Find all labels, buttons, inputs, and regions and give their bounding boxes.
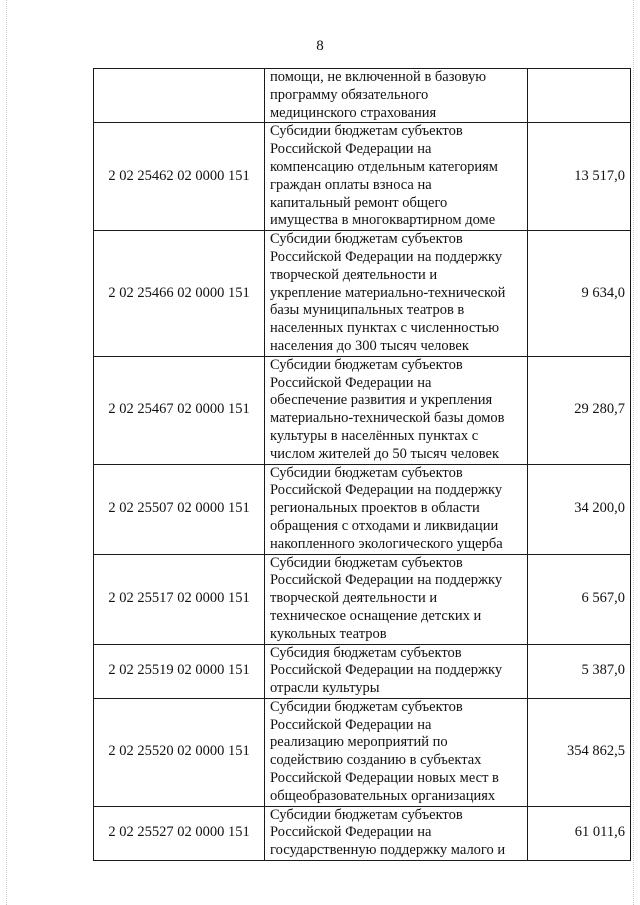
amount-cell: 6 567,0 xyxy=(528,554,631,644)
description-line: Субсидии бюджетам субъектов xyxy=(270,231,463,248)
description-line: обращения с отходами и ликвидации xyxy=(270,517,499,534)
description-line: кукольных театров xyxy=(270,625,387,642)
table-row xyxy=(94,69,631,123)
budget-table-body xyxy=(94,69,631,861)
table-row xyxy=(94,464,631,554)
description-line: Российской Федерации на xyxy=(270,824,432,841)
description-line: творческой деятельности и xyxy=(270,266,438,283)
table-row xyxy=(94,356,631,464)
description-line: региональных проектов в области xyxy=(270,500,480,517)
budget-code-cell: 2 02 25466 02 0000 151 xyxy=(94,231,265,357)
description-line: обеспечение развития и укрепления xyxy=(270,392,493,409)
description-line: числом жителей до 50 тысяч человек xyxy=(270,445,500,462)
description-cell xyxy=(265,644,528,698)
table-row xyxy=(94,231,631,357)
table-row xyxy=(94,554,631,644)
left-margin-line xyxy=(6,0,7,905)
description-line: творческой деятельности и xyxy=(270,590,438,607)
description-cell xyxy=(265,69,528,123)
amount-cell: 9 634,0 xyxy=(528,231,631,357)
description-line: Российской Федерации на поддержку xyxy=(270,662,503,679)
amount-cell: 34 200,0 xyxy=(528,464,631,554)
description-cell xyxy=(265,698,528,806)
description-cell xyxy=(265,123,528,231)
description-cell xyxy=(265,806,528,860)
description-line: накопленного экологического ущерба xyxy=(270,535,503,552)
description-line: Российской Федерации на xyxy=(270,141,432,158)
description-cell xyxy=(265,231,528,357)
description-line: государственную поддержку малого и xyxy=(270,842,506,859)
table-row xyxy=(94,123,631,231)
table-row xyxy=(94,806,631,860)
description-line: культуры в населённых пунктах с xyxy=(270,427,479,444)
table-row xyxy=(94,644,631,698)
budget-code-cell: 2 02 25520 02 0000 151 xyxy=(94,698,265,806)
table-row xyxy=(94,698,631,806)
description-cell xyxy=(265,554,528,644)
description-line: укрепление материально-технической xyxy=(270,284,506,301)
amount-cell xyxy=(528,69,631,123)
budget-code-cell: 2 02 25517 02 0000 151 xyxy=(94,554,265,644)
description-line: реализацию мероприятий по xyxy=(270,734,448,751)
description-line: Субсидии бюджетам субъектов xyxy=(270,356,463,373)
description-line: материально-технической базы домов xyxy=(270,410,505,427)
description-line: Российской Федерации на xyxy=(270,374,432,391)
description-line: населенных пунктах с численностью xyxy=(270,320,500,337)
amount-cell: 13 517,0 xyxy=(528,123,631,231)
description-line: программу обязательного xyxy=(270,86,429,103)
description-line: Субсидии бюджетам субъектов xyxy=(270,698,463,715)
amount-cell: 29 280,7 xyxy=(528,356,631,464)
page-number: 8 xyxy=(316,38,324,54)
description-line: содействию созданию в субъектах xyxy=(270,752,482,769)
description-cell xyxy=(265,356,528,464)
budget-code-cell: 2 02 25527 02 0000 151 xyxy=(94,806,265,860)
description-line: общеобразовательных организациях xyxy=(270,787,496,804)
description-line: техническое оснащение детских и xyxy=(270,607,482,624)
description-line: Субсидии бюджетам субъектов xyxy=(270,554,463,571)
description-line: Субсидии бюджетам субъектов xyxy=(270,123,463,140)
description-line: базы муниципальных театров в xyxy=(270,302,465,319)
description-line: Российской Федерации на xyxy=(270,716,432,733)
description-line: медицинского страхования xyxy=(270,104,437,121)
description-line: Российской Федерации на поддержку xyxy=(270,572,503,589)
description-line: населения до 300 тысяч человек xyxy=(270,337,469,354)
budget-code-cell: 2 02 25467 02 0000 151 xyxy=(94,356,265,464)
description-line: Субсидии бюджетам субъектов xyxy=(270,806,463,823)
amount-cell: 354 862,5 xyxy=(528,698,631,806)
description-line: компенсацию отдельным категориям xyxy=(270,158,498,175)
description-line: помощи, не включенной в базовую xyxy=(270,69,487,85)
budget-code-cell: 2 02 25462 02 0000 151 xyxy=(94,123,265,231)
description-line: капитальный ремонт общего xyxy=(270,194,448,211)
description-cell xyxy=(265,464,528,554)
description-line: имущества в многоквартирном доме xyxy=(270,212,496,229)
right-margin-line xyxy=(633,0,634,905)
amount-cell: 5 387,0 xyxy=(528,644,631,698)
budget-code-cell xyxy=(94,69,265,123)
description-line: Российской Федерации на поддержку xyxy=(270,482,503,499)
description-line: Российской Федерации на поддержку xyxy=(270,248,503,265)
budget-code-cell: 2 02 25519 02 0000 151 xyxy=(94,644,265,698)
description-line: Российской Федерации новых мест в xyxy=(270,770,499,787)
budget-code-cell: 2 02 25507 02 0000 151 xyxy=(94,464,265,554)
description-line: Субсидии бюджетам субъектов xyxy=(270,464,463,481)
description-line: Субсидия бюджетам субъектов xyxy=(270,644,462,661)
description-line: отрасли культуры xyxy=(270,680,380,697)
description-line: граждан оплаты взноса на xyxy=(270,176,432,193)
budget-table xyxy=(93,68,631,861)
amount-cell: 61 011,6 xyxy=(528,806,631,860)
